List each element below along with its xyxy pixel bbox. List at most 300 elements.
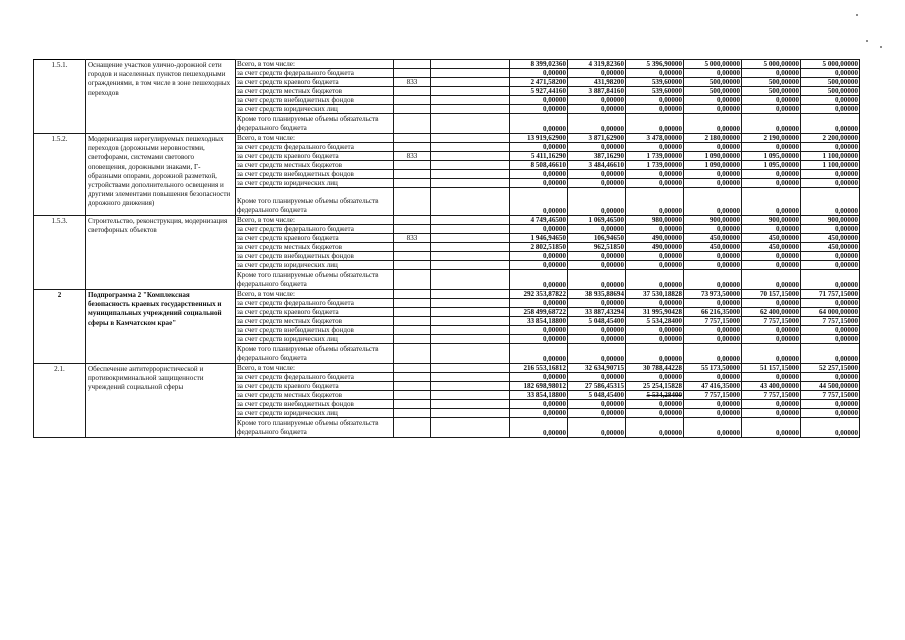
amount-cell: 539,60000	[626, 87, 684, 96]
amount-cell: 106,94650	[568, 234, 626, 243]
empty-cell	[431, 170, 510, 179]
amount-cell: 32 634,90715	[568, 364, 626, 373]
amount-cell: 0,00000	[626, 400, 684, 409]
amount-cell: 0,00000	[801, 179, 860, 188]
budget-code-cell	[394, 170, 431, 179]
funding-source-label: за счет средств местных бюджетов	[236, 161, 394, 170]
funding-source-label: за счет средств федерального бюджета	[236, 225, 394, 234]
amount-cell: 7 757,15000	[801, 317, 860, 326]
amount-cell: 2 190,00000	[742, 134, 801, 143]
amount-cell: 900,00000	[742, 216, 801, 225]
amount-cell: 8 399,02360	[510, 60, 568, 69]
empty-cell	[431, 96, 510, 105]
amount-cell: 0,00000	[568, 143, 626, 152]
amount-cell: 500,00000	[742, 87, 801, 96]
funding-source-label: Всего, в том числе:	[236, 290, 394, 299]
amount-cell: 2 471,58200	[510, 78, 568, 87]
amount-cell: 0,00000	[626, 252, 684, 261]
amount-cell: 25 254,15828	[626, 382, 684, 391]
amount-cell: 7 757,15000	[801, 391, 860, 400]
amount-cell: 7 757,15000	[684, 391, 742, 400]
amount-cell: 0,00000	[801, 409, 860, 418]
budget-code-cell	[394, 252, 431, 261]
empty-cell	[431, 234, 510, 243]
amount-cell: 490,00000	[626, 243, 684, 252]
section-name: Модернизация нерегулируемых пешеходных переходов (дорожными неровностями, светофорами, системами светового оповещения, дорожными знаками, Г-образными опорами, дорожной разметкой, устройствами дополнительного освещения и другими элементами повышения безопасности дорожного движения)	[86, 134, 236, 216]
amount-cell: 0,00000	[626, 179, 684, 188]
empty-cell	[431, 225, 510, 234]
amount-cell: 3 871,62900	[568, 134, 626, 143]
amount-cell: 0,00000	[684, 96, 742, 105]
amount-cell: 0,00000	[684, 326, 742, 335]
amount-cell: 73 973,50000	[684, 290, 742, 299]
amount-cell: 0,00000	[510, 143, 568, 152]
amount-cell: 0,00000	[684, 373, 742, 382]
amount-cell: 37 530,18828	[626, 290, 684, 299]
amount-cell: 0,00000	[684, 188, 742, 216]
funding-source-label: за счет средств федерального бюджета	[236, 373, 394, 382]
amount-cell: 27 586,45315	[568, 382, 626, 391]
budget-code-cell	[394, 225, 431, 234]
amount-cell: 0,00000	[801, 143, 860, 152]
empty-cell	[431, 152, 510, 161]
amount-cell: 5 048,45400	[568, 317, 626, 326]
amount-cell: 47 416,35000	[684, 382, 742, 391]
amount-cell: 0,00000	[626, 326, 684, 335]
section-name: Строительство, реконструкция, модернизация светофорных объектов	[86, 216, 236, 290]
amount-cell: 292 353,87822	[510, 290, 568, 299]
empty-cell	[431, 188, 510, 216]
empty-cell	[431, 290, 510, 299]
amount-cell: 0,00000	[626, 344, 684, 364]
budget-code-cell	[394, 344, 431, 364]
amount-cell: 1 739,00000	[626, 152, 684, 161]
amount-cell: 0,00000	[742, 418, 801, 438]
funding-source-label: Всего, в том числе:	[236, 216, 394, 225]
empty-cell	[431, 60, 510, 69]
empty-cell	[431, 78, 510, 87]
budget-code-cell	[394, 96, 431, 105]
amount-cell: 0,00000	[742, 326, 801, 335]
empty-cell	[431, 364, 510, 373]
amount-cell: 0,00000	[684, 409, 742, 418]
amount-cell: 0,00000	[626, 373, 684, 382]
amount-cell: 0,00000	[510, 188, 568, 216]
budget-code-cell	[394, 179, 431, 188]
amount-cell: 0,00000	[626, 105, 684, 114]
amount-cell: 0,00000	[510, 69, 568, 78]
budget-code-cell	[394, 382, 431, 391]
amount-cell: 0,00000	[626, 418, 684, 438]
amount-cell: 0,00000	[626, 114, 684, 134]
budget-code-cell	[394, 299, 431, 308]
section-number: 1.5.1.	[34, 60, 86, 134]
empty-cell	[431, 87, 510, 96]
amount-cell: 0,00000	[568, 114, 626, 134]
amount-cell: 0,00000	[801, 335, 860, 344]
amount-cell: 0,00000	[684, 143, 742, 152]
empty-cell	[431, 252, 510, 261]
amount-cell: 0,00000	[568, 96, 626, 105]
amount-cell: 0,00000	[510, 409, 568, 418]
amount-cell: 1 100,00000	[801, 161, 860, 170]
amount-cell: 64 000,00000	[801, 308, 860, 317]
funding-source-label: за счет средств федерального бюджета	[236, 143, 394, 152]
amount-cell: 5 000,00000	[684, 60, 742, 69]
amount-cell: 1 739,00000	[626, 161, 684, 170]
empty-cell	[431, 143, 510, 152]
amount-cell: 450,00000	[742, 234, 801, 243]
funding-source-label: Кроме того планируемые объемы обязательств федерального бюджета	[236, 418, 394, 438]
amount-cell: 0,00000	[510, 96, 568, 105]
budget-code-cell	[394, 317, 431, 326]
funding-source-label: за счет средств краевого бюджета	[236, 308, 394, 317]
empty-cell	[431, 344, 510, 364]
empty-cell	[431, 400, 510, 409]
empty-cell	[431, 308, 510, 317]
amount-cell: 33 887,43294	[568, 308, 626, 317]
amount-cell: 1 090,00000	[684, 161, 742, 170]
amount-cell: 0,00000	[742, 143, 801, 152]
amount-cell: 1 100,00000	[801, 152, 860, 161]
amount-cell: 2 180,00000	[684, 134, 742, 143]
budget-code-cell	[394, 216, 431, 225]
amount-cell: 1 069,46500	[568, 216, 626, 225]
budget-code-cell	[394, 326, 431, 335]
budget-table	[33, 59, 860, 438]
funding-source-label: за счет средств краевого бюджета	[236, 78, 394, 87]
empty-cell	[431, 373, 510, 382]
amount-cell: 52 257,15000	[801, 364, 860, 373]
amount-cell: 0,00000	[801, 225, 860, 234]
amount-cell: 0,00000	[510, 344, 568, 364]
amount-cell: 450,00000	[684, 234, 742, 243]
budget-code-cell	[394, 143, 431, 152]
amount-cell: 3 478,00000	[626, 134, 684, 143]
scan-speck	[880, 46, 882, 48]
funding-source-label: Всего, в том числе:	[236, 134, 394, 143]
empty-cell	[431, 161, 510, 170]
budget-code-cell	[394, 290, 431, 299]
section-name: Оснащение участков улично-дорожной сети городов и населенных пунктов пешеходными ограждениями, в том числе в зоне пешеходных переходов	[86, 60, 236, 134]
amount-cell: 0,00000	[568, 409, 626, 418]
amount-cell: 0,00000	[684, 418, 742, 438]
amount-cell: 490,00000	[626, 234, 684, 243]
amount-cell: 0,00000	[510, 261, 568, 270]
amount-cell: 900,00000	[684, 216, 742, 225]
amount-cell: 0,00000	[742, 96, 801, 105]
amount-cell: 0,00000	[568, 326, 626, 335]
amount-cell: 0,00000	[684, 299, 742, 308]
funding-source-label: за счет средств юридических лиц	[236, 179, 394, 188]
amount-cell: 0,00000	[510, 105, 568, 114]
amount-cell: 0,00000	[742, 179, 801, 188]
funding-source-label: Всего, в том числе:	[236, 60, 394, 69]
section-number: 2	[34, 290, 86, 364]
amount-cell: 0,00000	[568, 418, 626, 438]
table-row	[34, 216, 860, 225]
amount-cell: 182 698,98012	[510, 382, 568, 391]
empty-cell	[431, 179, 510, 188]
amount-cell: 0,00000	[801, 299, 860, 308]
amount-cell: 0,00000	[684, 270, 742, 290]
empty-cell	[431, 114, 510, 134]
amount-cell: 0,00000	[626, 170, 684, 179]
funding-source-label: за счет средств внебюджетных фондов	[236, 96, 394, 105]
funding-source-label: за счет средств местных бюджетов	[236, 243, 394, 252]
budget-code-cell	[394, 188, 431, 216]
amount-cell: 0,00000	[568, 170, 626, 179]
amount-cell: 0,00000	[626, 225, 684, 234]
table-row	[34, 60, 860, 69]
amount-cell: 0,00000	[742, 409, 801, 418]
empty-cell	[431, 270, 510, 290]
amount-cell: 0,00000	[684, 69, 742, 78]
amount-cell: 0,00000	[801, 270, 860, 290]
funding-source-label: за счет средств внебюджетных фондов	[236, 326, 394, 335]
budget-code-cell	[394, 400, 431, 409]
budget-code-cell	[394, 373, 431, 382]
amount-cell: 2 802,51850	[510, 243, 568, 252]
budget-code-cell	[394, 409, 431, 418]
amount-cell: 3 484,46610	[568, 161, 626, 170]
amount-cell: 500,00000	[801, 87, 860, 96]
budget-code-cell: 833	[394, 152, 431, 161]
budget-code-cell	[394, 270, 431, 290]
amount-cell: 0,00000	[510, 270, 568, 290]
funding-source-label: Кроме того планируемые объемы обязательств федерального бюджета	[236, 344, 394, 364]
empty-cell	[431, 391, 510, 400]
amount-cell: 0,00000	[801, 326, 860, 335]
amount-cell: 431,98200	[568, 78, 626, 87]
budget-code-cell	[394, 134, 431, 143]
amount-cell: 1 095,00000	[742, 161, 801, 170]
amount-cell: 5 000,00000	[742, 60, 801, 69]
empty-cell	[431, 216, 510, 225]
empty-cell	[431, 317, 510, 326]
amount-cell: 0,00000	[684, 252, 742, 261]
amount-cell: 0,00000	[626, 143, 684, 152]
amount-cell: 0,00000	[801, 96, 860, 105]
funding-source-label: за счет средств местных бюджетов	[236, 391, 394, 400]
amount-cell: 0,00000	[801, 188, 860, 216]
amount-cell: 0,00000	[510, 373, 568, 382]
amount-cell: 0,00000	[684, 261, 742, 270]
amount-cell: 0,00000	[742, 225, 801, 234]
empty-cell	[431, 382, 510, 391]
section-name: Обеспечение антитеррористической и противокриминальной защищенности учреждений социальной сферы	[86, 364, 236, 438]
empty-cell	[431, 409, 510, 418]
amount-cell: 43 400,00000	[742, 382, 801, 391]
funding-source-label: за счет средств юридических лиц	[236, 335, 394, 344]
amount-cell: 0,00000	[684, 335, 742, 344]
amount-cell: 0,00000	[801, 418, 860, 438]
amount-cell: 0,00000	[568, 188, 626, 216]
amount-cell: 450,00000	[801, 243, 860, 252]
amount-cell: 0,00000	[742, 114, 801, 134]
amount-cell: 0,00000	[801, 69, 860, 78]
empty-cell	[431, 243, 510, 252]
budget-code-cell	[394, 243, 431, 252]
amount-cell: 962,51850	[568, 243, 626, 252]
amount-cell: 500,00000	[801, 78, 860, 87]
budget-code-cell	[394, 308, 431, 317]
funding-source-label: за счет средств федерального бюджета	[236, 69, 394, 78]
amount-cell: 2 200,00000	[801, 134, 860, 143]
budget-code-cell	[394, 391, 431, 400]
amount-cell: 4 319,82360	[568, 60, 626, 69]
amount-cell: 0,00000	[568, 373, 626, 382]
amount-cell: 216 553,16812	[510, 364, 568, 373]
amount-cell: 0,00000	[801, 114, 860, 134]
amount-cell: 0,00000	[510, 252, 568, 261]
funding-source-label: за счет средств краевого бюджета	[236, 234, 394, 243]
amount-cell: 0,00000	[742, 400, 801, 409]
budget-code-cell	[394, 60, 431, 69]
scan-speck	[866, 40, 868, 42]
budget-code-cell	[394, 335, 431, 344]
amount-cell: 0,00000	[568, 69, 626, 78]
amount-cell: 0,00000	[510, 418, 568, 438]
amount-cell: 0,00000	[626, 299, 684, 308]
amount-cell: 0,00000	[510, 400, 568, 409]
amount-cell: 387,16290	[568, 152, 626, 161]
budget-code-cell: 833	[394, 78, 431, 87]
budget-code-cell	[394, 364, 431, 373]
amount-cell: 500,00000	[684, 78, 742, 87]
amount-cell: 0,00000	[742, 105, 801, 114]
amount-cell: 7 757,15000	[742, 391, 801, 400]
funding-source-label: за счет средств местных бюджетов	[236, 317, 394, 326]
amount-cell: 0,00000	[684, 114, 742, 134]
section-number: 1.5.3.	[34, 216, 86, 290]
funding-source-label: Кроме того планируемые объемы обязательств федерального бюджета	[236, 270, 394, 290]
amount-cell: 7 757,15000	[742, 317, 801, 326]
amount-cell: 0,00000	[801, 261, 860, 270]
amount-cell: 70 157,15000	[742, 290, 801, 299]
funding-source-label: за счет средств юридических лиц	[236, 105, 394, 114]
budget-code-cell	[394, 418, 431, 438]
amount-cell: 0,00000	[742, 188, 801, 216]
amount-cell: 0,00000	[626, 188, 684, 216]
amount-cell: 0,00000	[742, 335, 801, 344]
amount-cell: 0,00000	[742, 270, 801, 290]
funding-source-label: за счет средств краевого бюджета	[236, 152, 394, 161]
amount-cell: 900,00000	[801, 216, 860, 225]
amount-cell: 0,00000	[742, 252, 801, 261]
amount-cell: 0,00000	[684, 400, 742, 409]
table-row	[34, 134, 860, 143]
amount-cell: 0,00000	[568, 344, 626, 364]
amount-cell: 0,00000	[742, 299, 801, 308]
amount-cell: 71 757,15000	[801, 290, 860, 299]
budget-code-cell	[394, 114, 431, 134]
funding-source-label: Кроме того планируемые объемы обязательств федерального бюджета	[236, 114, 394, 134]
amount-cell: 0,00000	[801, 400, 860, 409]
amount-cell: 0,00000	[626, 270, 684, 290]
amount-cell: 5 534,28400	[626, 391, 684, 400]
amount-cell: 0,00000	[801, 105, 860, 114]
amount-cell: 0,00000	[626, 69, 684, 78]
amount-cell: 33 854,18800	[510, 317, 568, 326]
amount-cell: 0,00000	[568, 400, 626, 409]
amount-cell: 62 400,00000	[742, 308, 801, 317]
section-number: 2.1.	[34, 364, 86, 438]
amount-cell: 0,00000	[801, 170, 860, 179]
amount-cell: 500,00000	[742, 78, 801, 87]
funding-source-label: за счет средств местных бюджетов	[236, 87, 394, 96]
amount-cell: 44 500,00000	[801, 382, 860, 391]
funding-source-label: Кроме того планируемые объемы обязательств федерального бюджета	[236, 188, 394, 216]
amount-cell: 0,00000	[568, 270, 626, 290]
empty-cell	[431, 418, 510, 438]
empty-cell	[431, 69, 510, 78]
amount-cell: 13 919,62900	[510, 134, 568, 143]
budget-code-cell	[394, 261, 431, 270]
amount-cell: 5 048,45400	[568, 391, 626, 400]
amount-cell: 0,00000	[510, 335, 568, 344]
funding-source-label: Всего, в том числе:	[236, 364, 394, 373]
amount-cell: 1 095,00000	[742, 152, 801, 161]
amount-cell: 0,00000	[801, 373, 860, 382]
amount-cell: 450,00000	[801, 234, 860, 243]
amount-cell: 55 173,50000	[684, 364, 742, 373]
amount-cell: 450,00000	[684, 243, 742, 252]
section-number: 1.5.2.	[34, 134, 86, 216]
amount-cell: 3 887,84160	[568, 87, 626, 96]
amount-cell: 0,00000	[568, 252, 626, 261]
amount-cell: 66 216,35000	[684, 308, 742, 317]
empty-cell	[431, 299, 510, 308]
budget-code-cell: 833	[394, 234, 431, 243]
section-name: Подпрограмма 2 "Комплексная безопасность краевых государственных и муниципальных учреждений социальной сферы в Камчатском крае"	[86, 290, 236, 364]
amount-cell: 0,00000	[742, 170, 801, 179]
amount-cell: 0,00000	[742, 373, 801, 382]
table-row	[34, 364, 860, 373]
amount-cell: 0,00000	[510, 326, 568, 335]
amount-cell: 450,00000	[742, 243, 801, 252]
amount-cell: 0,00000	[510, 179, 568, 188]
amount-cell: 0,00000	[510, 170, 568, 179]
budget-code-cell	[394, 105, 431, 114]
amount-cell: 51 157,15000	[742, 364, 801, 373]
amount-cell: 0,00000	[742, 344, 801, 364]
amount-cell: 1 090,00000	[684, 152, 742, 161]
amount-cell: 0,00000	[626, 335, 684, 344]
funding-source-label: за счет средств внебюджетных фондов	[236, 170, 394, 179]
amount-cell: 0,00000	[510, 114, 568, 134]
amount-cell: 5 396,90000	[626, 60, 684, 69]
amount-cell: 5 534,28400	[626, 317, 684, 326]
amount-cell: 0,00000	[801, 344, 860, 364]
amount-cell: 0,00000	[742, 261, 801, 270]
amount-cell: 8 508,46610	[510, 161, 568, 170]
amount-cell: 0,00000	[510, 225, 568, 234]
funding-source-label: за счет средств федерального бюджета	[236, 299, 394, 308]
empty-cell	[431, 326, 510, 335]
amount-cell: 980,00000	[626, 216, 684, 225]
amount-cell: 539,60000	[626, 78, 684, 87]
empty-cell	[431, 261, 510, 270]
amount-cell: 0,00000	[568, 179, 626, 188]
amount-cell: 1 946,94650	[510, 234, 568, 243]
empty-cell	[431, 335, 510, 344]
amount-cell: 0,00000	[626, 96, 684, 105]
amount-cell: 0,00000	[510, 299, 568, 308]
amount-cell: 0,00000	[626, 409, 684, 418]
empty-cell	[431, 105, 510, 114]
amount-cell: 0,00000	[568, 261, 626, 270]
